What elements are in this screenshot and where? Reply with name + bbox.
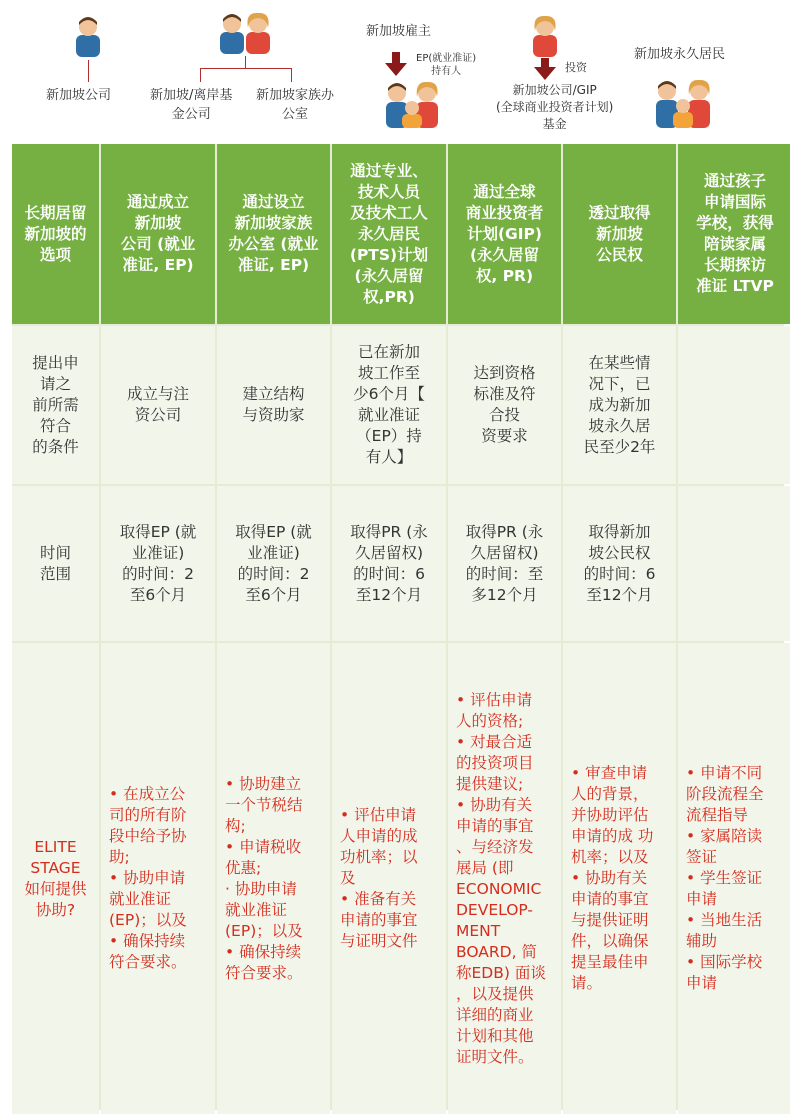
table-cell: 取得EP (就 业准证) 的时间：2 至6个月 (217, 486, 330, 641)
row-header-conditions: 提出申 请之 前所需 符合 的条件 (12, 326, 99, 484)
header-cell: 通过专业、 技术人员 及技术工人 永久居民 (PTS)计划 (永久居留 权,PR) (332, 144, 446, 324)
row-header-help: ELITE STAGE 如何提供 协助? (12, 643, 99, 1114)
family-icon (385, 80, 439, 128)
person-icon (73, 13, 103, 57)
row-header-time: 时间 范围 (12, 486, 99, 641)
header-cell: 通过全球 商业投资者 计划(GIP) (永久居留 权, PR) (448, 144, 561, 324)
couple-icon (219, 10, 271, 54)
table-cell: 取得新加 坡公民权 的时间：6 至12个月 (563, 486, 676, 641)
pr-label: 新加坡永久居民 (634, 47, 726, 62)
header-cell: 通过成立 新加坡 公司 (就业 准证, EP) (101, 144, 215, 324)
table-cell: 在某些情 况下，已 成为新加 坡永久居 民至少2年 (563, 326, 676, 484)
header-cell: 透过取得 新加坡 公民权 (563, 144, 676, 324)
connector-line (291, 68, 292, 82)
table-cell: 取得PR (永 久居留权) 的时间：6 至12个月 (332, 486, 446, 641)
investor-icon (530, 13, 560, 57)
ownership-diagram (0, 0, 790, 144)
table-cell: 达到资格 标准及符 合投 资要求 (448, 326, 561, 484)
table-cell: 取得EP (就 业准证) 的时间：2 至6个月 (101, 486, 215, 641)
table-cell-empty (678, 486, 790, 641)
connector-line (88, 60, 89, 82)
family-icon (655, 78, 711, 128)
connector-line (200, 68, 292, 69)
gip-fund-label: 新加坡公司/GIP (全球商业投资者计划) 基金 (496, 83, 614, 131)
header-cell: 长期居留 新加坡的 选项 (12, 144, 99, 324)
table-cell: 已在新加 坡工作至 少6个月【 就业准证 （EP）持 有人】 (332, 326, 446, 484)
table-cell-empty (678, 326, 790, 484)
help-list: • 评估申请 人的资格; • 对最合适 的投资项目 提供建议; • 协助有关 申请的事宜 、与经济发 展局 (即 ECONOMIC DEVELOP- MENT BOARD, 简 称EDB) 面谈 ，以及提供 详细的商业 计划和其他 证明文件。 (448, 643, 561, 1114)
connector-line (245, 56, 246, 68)
sg-company-label: 新加坡公司 (46, 88, 112, 103)
help-list: • 协助建立 一个节税结 构; • 申请税收 优惠; · 协助申请 就业准证 (EP)；以及 • 确保持续 符合要求。 (217, 643, 330, 1114)
header-cell: 通过孩子 申请国际 学校，获得 陪读家属 长期探访 准证 LTVP (678, 144, 790, 324)
table-cell: 建立结构 与资助家 (217, 326, 330, 484)
help-list: • 申请不同 阶段流程全 流程指导 • 家属陪读 签证 • 学生签证 申请 • 当地生活 辅助 • 国际学校 申请 (678, 643, 790, 1114)
help-list: • 评估申请 人申请的成 功机率；以 及 • 准备有关 申请的事宜 与证明文件 (332, 643, 446, 1114)
family-office-label: 新加坡家族办 公室 (256, 88, 335, 122)
table-cell: 取得PR (永 久居留权) 的时间：至 多12个月 (448, 486, 561, 641)
connector-line (200, 68, 201, 82)
help-list: • 在成立公 司的所有阶 段中给予协 助; • 协助申请 就业准证 (EP)；以及 • 确保持续 符合要求。 (101, 643, 215, 1114)
options-table (12, 144, 784, 1110)
ep-holder-label: EP(就业准证) 持有人 (416, 53, 477, 77)
arrow-down-icon (534, 58, 556, 80)
sg-offshore-label: 新加坡/离岸基 金公司 (150, 88, 233, 122)
header-cell: 通过设立 新加坡家族 办公室 (就业 准证, EP) (217, 144, 330, 324)
invest-label: 投资 (565, 61, 587, 74)
table-cell: 成立与注 资公司 (101, 326, 215, 484)
arrow-down-icon (385, 52, 407, 76)
help-list: • 审查申请 人的背景， 并协助评估 申请的成 功 机率；以及 • 协助有关 申请的事宜 与提供证明 件，以确保 提呈最佳申 请。 (563, 643, 676, 1114)
employer-label: 新加坡雇主 (366, 24, 432, 39)
